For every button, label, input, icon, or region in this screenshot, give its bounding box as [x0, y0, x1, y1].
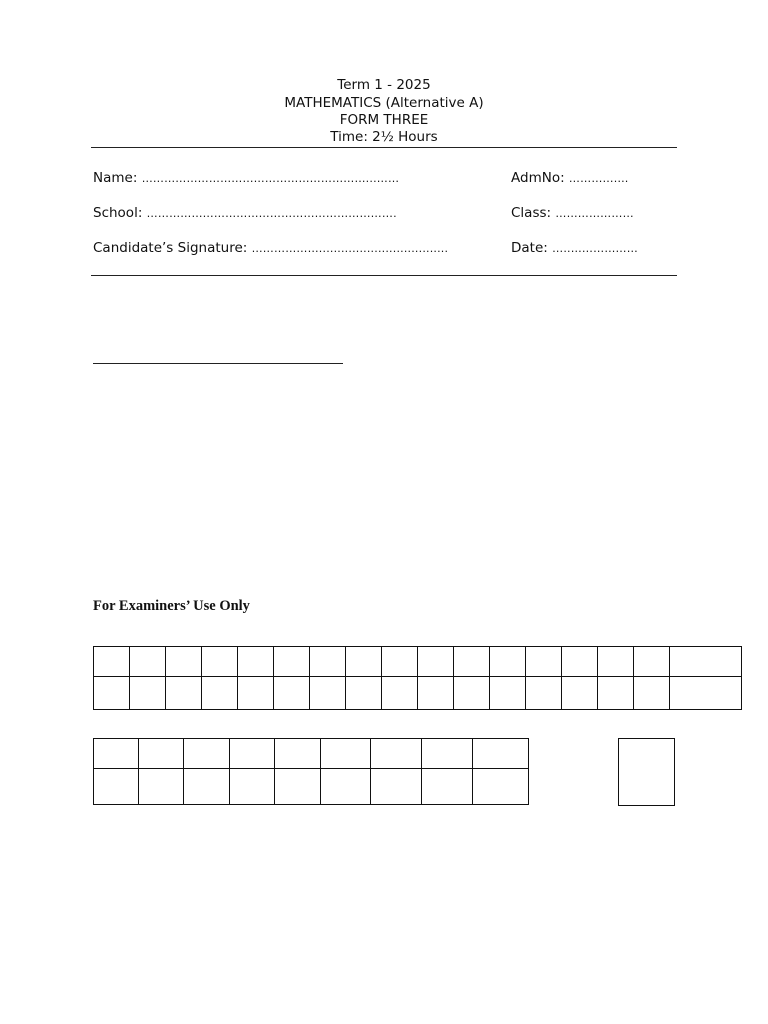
grid-cell[interactable] — [371, 769, 422, 805]
signature-dots: ………………................................... — [251, 242, 449, 255]
class-field[interactable] — [511, 205, 634, 221]
grid-cell[interactable] — [418, 677, 454, 710]
grid-cell[interactable] — [139, 769, 184, 805]
grid-cell[interactable] — [382, 647, 418, 677]
subject-heading: MATHEMATICS (Alternative A) — [284, 95, 484, 111]
grid-cell[interactable] — [166, 647, 202, 677]
examiners-title: For Examiners’ Use Only — [93, 598, 250, 614]
date-label: Date: — [511, 240, 548, 256]
grid-cell[interactable] — [94, 647, 130, 677]
name-dots: ……………………………………………………...…… — [141, 172, 400, 185]
grid-cell[interactable] — [418, 647, 454, 677]
name-field[interactable] — [93, 170, 399, 186]
grid-1-marks-row — [94, 677, 742, 710]
grid-cell[interactable] — [184, 769, 230, 805]
grid-cell[interactable] — [422, 769, 473, 805]
grid-cell[interactable] — [562, 647, 598, 677]
admno-label: AdmNo: — [511, 170, 565, 186]
grid-cell[interactable] — [238, 647, 274, 677]
grid-cell[interactable] — [94, 739, 139, 769]
grid-cell[interactable] — [473, 769, 529, 805]
signature-label: Candidate’s Signature: — [93, 240, 248, 256]
class-label: Class: — [511, 205, 552, 221]
school-label: School: — [93, 205, 143, 221]
grid-cell[interactable] — [274, 677, 310, 710]
grid-cell[interactable] — [321, 739, 371, 769]
term-heading: Term 1 - 2025 — [337, 77, 431, 93]
grid-cell[interactable] — [526, 677, 562, 710]
name-label: Name: — [93, 170, 138, 186]
grid-total-cell[interactable] — [670, 647, 742, 677]
fields-bottom-rule — [91, 275, 677, 276]
grid-cell[interactable] — [382, 677, 418, 710]
grid-cell[interactable] — [371, 739, 422, 769]
date-dots: …..……………… — [552, 242, 638, 255]
grid-cell[interactable] — [166, 677, 202, 710]
grid-cell[interactable] — [139, 739, 184, 769]
header-top-rule — [91, 147, 677, 148]
grid-cell[interactable] — [454, 677, 490, 710]
grid-cell[interactable] — [274, 647, 310, 677]
grid-cell[interactable] — [454, 647, 490, 677]
short-rule — [93, 363, 343, 364]
grid-cell[interactable] — [598, 647, 634, 677]
class-dots: ………………… — [555, 207, 634, 220]
grid-cell[interactable] — [94, 677, 130, 710]
date-field[interactable] — [511, 240, 638, 256]
grid-cell[interactable] — [310, 677, 346, 710]
grid-cell[interactable] — [634, 647, 670, 677]
grid-cell[interactable] — [634, 677, 670, 710]
grid-cell[interactable] — [526, 647, 562, 677]
examiners-grid-section-1 — [93, 646, 742, 710]
grid-cell[interactable] — [490, 647, 526, 677]
form-heading: FORM THREE — [339, 112, 429, 128]
grid-cell[interactable] — [422, 739, 473, 769]
grid-cell[interactable] — [230, 739, 275, 769]
grid-cell[interactable] — [310, 647, 346, 677]
grand-total-box[interactable] — [618, 738, 675, 806]
grid-cell[interactable] — [490, 677, 526, 710]
grid-cell[interactable] — [346, 647, 382, 677]
grid-cell[interactable] — [130, 677, 166, 710]
grid-cell[interactable] — [275, 739, 321, 769]
grid-cell[interactable] — [562, 677, 598, 710]
grid-cell[interactable] — [473, 739, 529, 769]
grid-cell[interactable] — [202, 647, 238, 677]
grid-cell[interactable] — [275, 769, 321, 805]
grid-cell[interactable] — [321, 769, 371, 805]
grid-2-question-row — [94, 739, 529, 769]
grid-1-question-row — [94, 647, 742, 677]
signature-field[interactable] — [93, 240, 448, 256]
grid-cell[interactable] — [238, 677, 274, 710]
grid-2-marks-row — [94, 769, 529, 805]
grid-cell[interactable] — [130, 647, 166, 677]
grid-cell[interactable] — [202, 677, 238, 710]
grid-cell[interactable] — [230, 769, 275, 805]
grid-cell[interactable] — [346, 677, 382, 710]
grid-total-cell[interactable] — [670, 677, 742, 710]
admno-field[interactable] — [511, 170, 629, 186]
time-heading: Time: 2½ Hours — [330, 129, 438, 145]
examiners-grid-section-2 — [93, 738, 529, 805]
school-field[interactable] — [93, 205, 397, 221]
admno-dots: ………….… — [568, 172, 629, 185]
grid-cell[interactable] — [598, 677, 634, 710]
school-dots: …………………………………………………………. — [146, 207, 397, 220]
grid-cell[interactable] — [184, 739, 230, 769]
grid-cell[interactable] — [94, 769, 139, 805]
